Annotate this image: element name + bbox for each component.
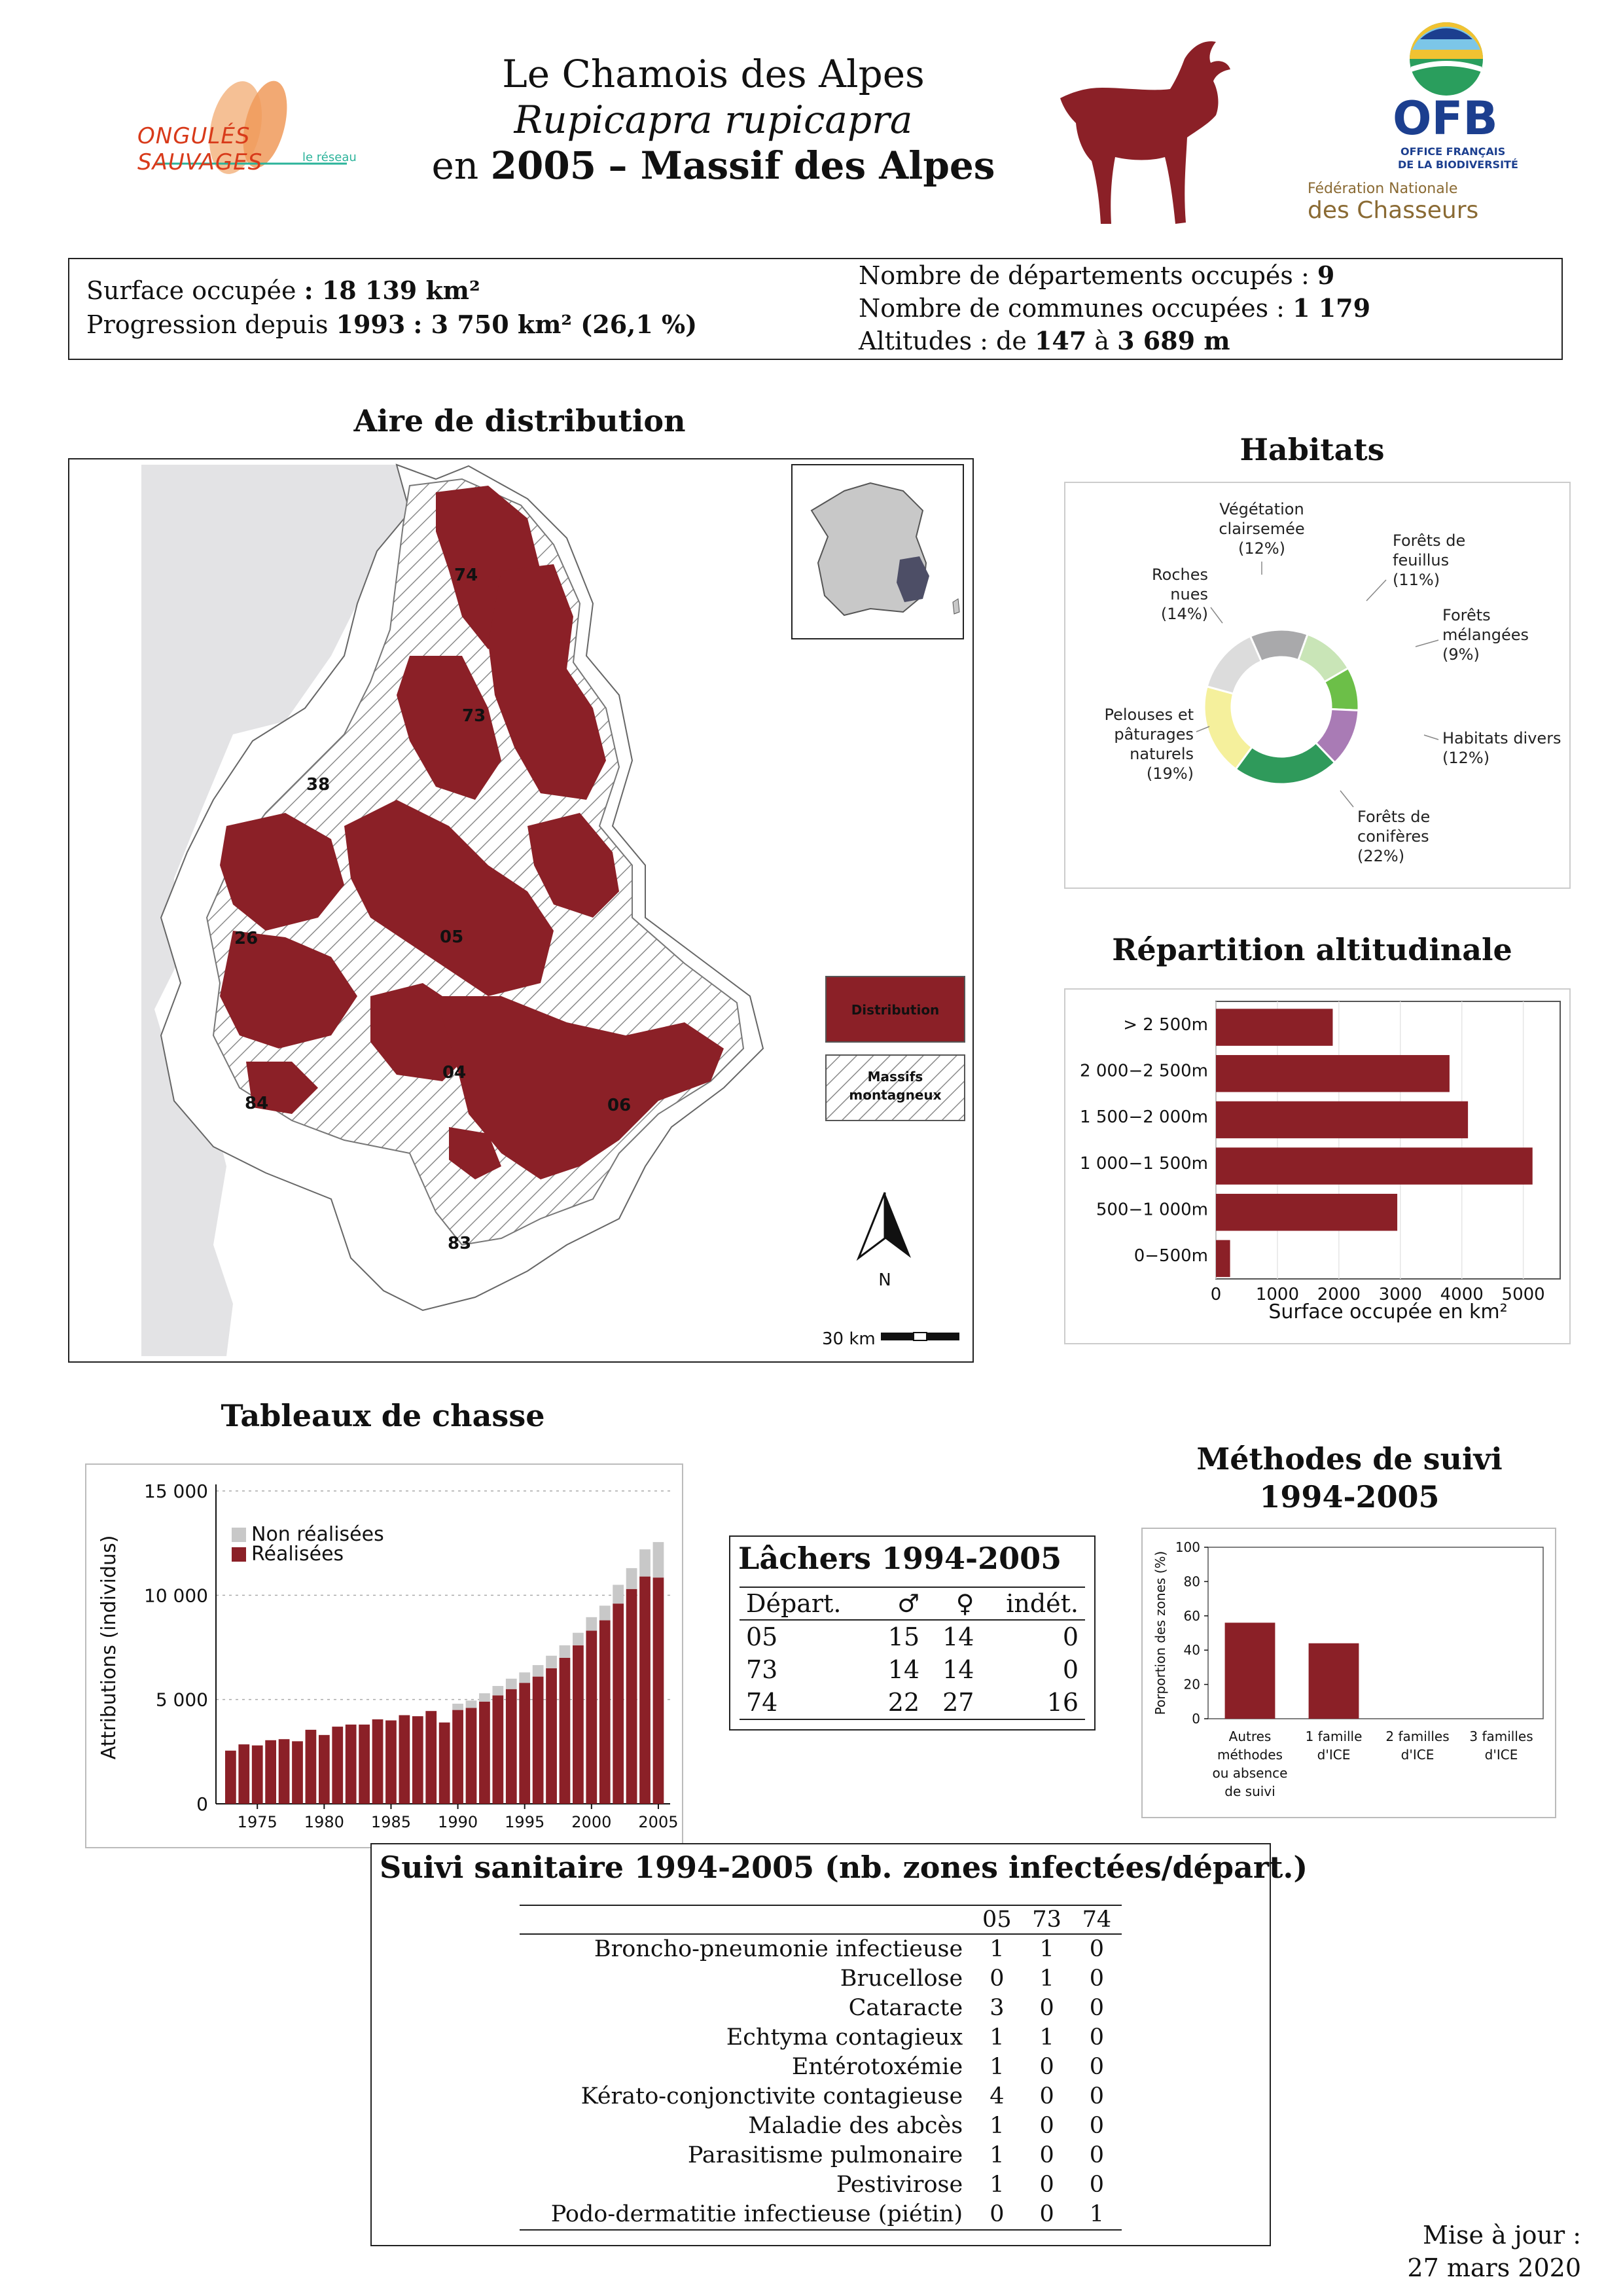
map-legend [826, 977, 965, 1121]
chasse-bar-non-realisees [452, 1704, 463, 1710]
chasse-ytick-label: 15 000 [144, 1480, 208, 1502]
sanitaire-cell: Parasitisme pulmonaire [687, 2142, 963, 2168]
chasse-xtick-label: 2000 [571, 1813, 612, 1831]
stats-left [86, 274, 697, 342]
logo-left-subtext: le réseau [302, 151, 357, 164]
chasse-bar-realisees [306, 1730, 317, 1804]
legend-massifs-label-1: Massifs [867, 1069, 923, 1085]
dept-label-06: 06 [607, 1096, 632, 1115]
chasse-bar-realisees [225, 1751, 236, 1804]
habitat-label-veg: Végétation [1219, 500, 1304, 518]
altitude-category-label: 500−1 000m [1096, 1200, 1208, 1220]
map-svg [69, 459, 972, 1361]
habitat-label-veg: (12%) [1238, 539, 1286, 558]
sanitaire-cell: Echtyma contagieux [726, 2024, 963, 2051]
methodes-category-label: d'ICE [1400, 1747, 1435, 1763]
lachers-cell: 73 [746, 1655, 778, 1684]
sanitaire-cell: 1 [990, 2054, 1005, 2080]
altitude-bar-chart [1065, 990, 1569, 1343]
sanitaire-row [520, 1964, 1122, 1994]
chasse-bar-realisees [599, 1621, 611, 1804]
chasse-xtick-label: 1995 [505, 1813, 545, 1831]
sanitaire-cell: 0 [1089, 2024, 1104, 2051]
chasse-bar-realisees [626, 1589, 637, 1804]
habitats-title: Habitats [1240, 432, 1385, 467]
habitats-panel [1064, 482, 1571, 889]
title-line-3 [340, 143, 1086, 188]
altitude-panel [1064, 988, 1571, 1344]
logo-fnc [1308, 181, 1543, 226]
update-date: 27 mars 2020 [1407, 2253, 1581, 2282]
chasse-bar-realisees [613, 1604, 624, 1804]
methodes-bar [1309, 1643, 1359, 1719]
lachers-cell: 0 [1062, 1655, 1079, 1684]
chasse-bar-non-realisees [506, 1679, 517, 1689]
distribution-map [68, 458, 974, 1363]
dept-label-73: 73 [462, 706, 486, 726]
sanitaire-cell: 1 [990, 2024, 1005, 2051]
methodes-category-label: de suivi [1224, 1784, 1275, 1799]
habitat-label-melangees: (9%) [1442, 645, 1480, 664]
lachers-title: Lâchers 1994-2005 [738, 1541, 1062, 1576]
altitude-bar [1216, 1102, 1468, 1139]
sanitaire-cell: Cataracte [848, 1995, 963, 2021]
lachers-cell: 14 [887, 1655, 920, 1684]
habitat-label-roches: (14%) [1160, 605, 1208, 623]
altitude-xtick-label: 1000 [1255, 1285, 1300, 1304]
methodes-category-label: 3 familles [1469, 1729, 1533, 1744]
methodes-ytick-label: 40 [1183, 1642, 1200, 1659]
lachers-cell: 15 [887, 1623, 920, 1651]
habitat-label-roches: nues [1170, 585, 1208, 603]
legend-massifs-label-2: montagneux [849, 1087, 942, 1103]
dept-label-84: 84 [245, 1094, 269, 1113]
donut-slice-5 [1204, 687, 1252, 769]
methodes-category-label: d'ICE [1484, 1747, 1518, 1763]
altitude-category-label: 1 000−1 500m [1080, 1153, 1208, 1174]
sanitaire-cell: 1 [1072, 2200, 1122, 2230]
fnc-line-1: Fédération Nationale [1308, 181, 1458, 197]
sanitaire-cell: 1 [1039, 1965, 1054, 1992]
habitat-label-coniferes: Forêts de [1357, 808, 1431, 826]
chasse-bar-realisees [639, 1577, 651, 1804]
chasse-ytick-label: 0 [196, 1793, 208, 1815]
chasse-xtick-label: 2005 [638, 1813, 679, 1831]
chasse-bar-non-realisees [573, 1633, 584, 1645]
chasse-bar-non-realisees [599, 1605, 611, 1620]
logo-ongules-sauvages [131, 72, 373, 183]
sanitaire-header-row [520, 1905, 1122, 1934]
dept-label-74: 74 [454, 565, 478, 585]
chasse-bar-non-realisees [560, 1645, 571, 1658]
methodes-ytick-label: 0 [1192, 1711, 1200, 1727]
lachers-cell: 74 [740, 1686, 872, 1719]
sanitaire-cell: 1 [990, 2113, 1005, 2139]
lachers-header-cell: indét. [980, 1587, 1085, 1620]
chasse-xtick-label: 1990 [438, 1813, 478, 1831]
chasse-bar-realisees [439, 1723, 450, 1804]
chasse-bar-non-realisees [533, 1665, 544, 1677]
dept-label-26: 26 [234, 929, 259, 948]
altitude-xtick-label: 5000 [1501, 1285, 1545, 1304]
dept-label-04: 04 [442, 1063, 467, 1083]
altitudes-label: Altitudes : de [859, 327, 1027, 355]
chasse-bar-realisees [332, 1727, 343, 1804]
methodes-bar-chart [1143, 1529, 1555, 1817]
chasse-bar-realisees [346, 1725, 357, 1804]
lachers-cell: 05 [746, 1623, 778, 1651]
chasse-bar-non-realisees [466, 1700, 477, 1708]
habitats-donut-chart [1065, 483, 1569, 888]
donut-slice-6 [1207, 636, 1261, 694]
sanitaire-cell: 0 [1089, 2113, 1104, 2139]
sanitaire-header-cell: 74 [1072, 1905, 1122, 1934]
sanitaire-row [520, 2170, 1122, 2200]
altitude-category-label: 1 500−2 000m [1080, 1107, 1208, 1128]
habitat-label-divers: Habitats divers [1442, 729, 1561, 747]
sanitaire-cell: Brucellose [840, 1965, 963, 1992]
lachers-row [740, 1653, 1085, 1686]
altitude-xtick-label: 3000 [1378, 1285, 1422, 1304]
north-label: N [878, 1270, 891, 1290]
depts-value: 9 [1317, 260, 1335, 290]
sanitaire-row [520, 2200, 1122, 2230]
sanitaire-cell: 0 [1039, 2054, 1054, 2080]
chasse-yaxis-title: Attributions (individus) [98, 1535, 120, 1760]
sanitaire-row [520, 2111, 1122, 2141]
sanitaire-cell: Broncho-pneumonie infectieuse [594, 1936, 963, 1962]
dept-label-38: 38 [306, 775, 330, 795]
lachers-cell: 14 [942, 1655, 974, 1684]
chasse-bar-non-realisees [479, 1693, 490, 1702]
chasse-bar-realisees [466, 1708, 477, 1804]
sanitaire-cell: Maladie des abcès [748, 2113, 963, 2139]
chasse-bar-realisees [452, 1710, 463, 1804]
title-line-2: Rupicapra rupicapra [514, 98, 913, 142]
methodes-category-label: d'ICE [1317, 1747, 1351, 1763]
habitat-label-coniferes: (22%) [1357, 847, 1405, 865]
lachers-header-cell: ♂ [872, 1587, 926, 1620]
habitat-label-melangees: mélangées [1442, 626, 1529, 644]
altitude-bar [1216, 1009, 1332, 1046]
sanitaire-row [520, 1994, 1122, 2023]
methodes-title [1141, 1440, 1558, 1516]
logo-left-text: ONGULÉS SAUVAGES [137, 123, 263, 175]
chasse-bar-realisees [319, 1735, 330, 1804]
sanitaire-cell: 0 [972, 2200, 1022, 2230]
sanitaire-cell: 0 [1089, 2054, 1104, 2080]
ofb-subtitle-1: OFFICE FRANÇAIS [1400, 145, 1506, 158]
chasse-ytick-label: 5 000 [155, 1689, 208, 1711]
legend-distribution-label: Distribution [851, 1002, 940, 1018]
logo-ofb [1361, 20, 1531, 183]
chasse-bar-realisees [653, 1577, 664, 1804]
habitat-label-coniferes: conifères [1357, 827, 1429, 846]
chasse-bar-non-realisees [626, 1568, 637, 1589]
chasse-bar-realisees [265, 1740, 276, 1804]
methodes-ytick-label: 80 [1183, 1573, 1200, 1590]
altitude-category-label: > 2 500m [1123, 1014, 1208, 1035]
altitude-bar [1216, 1240, 1230, 1278]
chasse-bar-realisees [399, 1715, 410, 1804]
chasse-bar-non-realisees [492, 1686, 503, 1695]
title-year: 2005 [490, 143, 597, 188]
habitat-label-pelouses: (19%) [1146, 764, 1194, 783]
altitude-bar [1216, 1055, 1450, 1092]
methodes-ytick-label: 60 [1183, 1607, 1200, 1624]
sanitaire-cell: Entérotoxémie [791, 2054, 963, 2080]
sanitaire-cell: 0 [1022, 2200, 1071, 2230]
chasse-bar-realisees [492, 1695, 503, 1804]
lachers-row [740, 1620, 1085, 1653]
lachers-cell: 0 [1062, 1623, 1079, 1651]
chasse-bar-realisees [412, 1716, 423, 1804]
chasse-bar-realisees [359, 1725, 370, 1804]
sanitaire-cell: 3 [990, 1995, 1005, 2021]
sanitaire-cell: 0 [1039, 2113, 1054, 2139]
chasse-panel [85, 1463, 683, 1848]
habitat-label-veg: clairsemée [1219, 520, 1305, 538]
chasse-bar-chart [86, 1465, 682, 1847]
sanitaire-row [520, 1934, 1122, 1964]
altitude-bar [1216, 1147, 1533, 1185]
sanitaire-cell: Kérato-conjonctivite contagieuse [580, 2083, 963, 2109]
chasse-legend-label: Non réalisées [251, 1523, 384, 1546]
depts-label: Nombre de départements occupés : [859, 261, 1310, 290]
habitat-label-feuillus: (11%) [1393, 571, 1440, 589]
chasse-legend-swatch [232, 1547, 246, 1562]
chasse-bar-non-realisees [586, 1617, 597, 1631]
chasse-bar-realisees [479, 1702, 490, 1804]
chasse-bar-realisees [385, 1721, 397, 1804]
altitude-bar [1216, 1194, 1397, 1231]
altitude-xaxis-title: Surface occupée en km² [1268, 1300, 1508, 1323]
chasse-bar-realisees [546, 1668, 557, 1804]
sanitaire-cell: 0 [990, 1965, 1005, 1992]
dept-label-83: 83 [448, 1234, 472, 1253]
communes-value: 1 179 [1293, 293, 1371, 323]
france-inset [792, 465, 963, 639]
methodes-panel [1141, 1528, 1556, 1818]
chasse-bar-realisees [252, 1746, 263, 1804]
methodes-category-label: Autres [1228, 1729, 1272, 1744]
sanitaire-cell: 0 [1089, 2172, 1104, 2198]
altitude-xtick-label: 0 [1210, 1285, 1222, 1304]
habitat-label-pelouses: Pelouses et [1104, 706, 1194, 724]
altitude-category-label: 2 000−2 500m [1080, 1061, 1208, 1081]
methodes-ytick-label: 20 [1183, 1676, 1200, 1693]
chasse-bar-non-realisees [639, 1549, 651, 1576]
chasse-ytick-label: 10 000 [144, 1585, 208, 1607]
lachers-header-cell: Départ. [740, 1587, 872, 1620]
ofb-globe-icon [1400, 20, 1492, 98]
sanitaire-cell: 1 [990, 1936, 1005, 1962]
chasse-title: Tableaux de chasse [221, 1398, 545, 1433]
sanitaire-header-cell: 05 [972, 1905, 1022, 1934]
sanitaire-cell: 1 [1039, 1936, 1054, 1962]
altitude-title: Répartition altitudinale [1112, 932, 1512, 967]
stats-right [859, 259, 1370, 357]
chasse-bar-non-realisees [519, 1672, 530, 1683]
chasse-bar-realisees [519, 1683, 530, 1804]
lachers-table [740, 1587, 1085, 1720]
chasse-bar-realisees [238, 1744, 249, 1804]
sanitaire-cell: Pestivirose [836, 2172, 963, 2198]
habitat-label-pelouses: naturels [1130, 745, 1194, 763]
sanitaire-cell: 4 [990, 2083, 1005, 2109]
chamois-silhouette-icon [1047, 33, 1263, 229]
alt-max: 3 689 m [1117, 326, 1230, 355]
scale-label: 30 km [822, 1329, 876, 1349]
chasse-bar-realisees [506, 1689, 517, 1804]
sanitaire-cell: 0 [1089, 1995, 1104, 2021]
update-label: Mise à jour : [1422, 2221, 1581, 2250]
habitat-label-divers: (12%) [1442, 749, 1490, 767]
lachers-row [740, 1686, 1085, 1719]
chasse-bar-realisees [533, 1677, 544, 1804]
scale-bar [822, 1329, 959, 1349]
fnc-line-2: des Chasseurs [1308, 197, 1479, 224]
methodes-category-label: 1 famille [1305, 1729, 1363, 1744]
methodes-bar [1225, 1623, 1275, 1719]
sanitaire-row [520, 2082, 1122, 2111]
north-arrow-icon [859, 1193, 911, 1290]
methodes-title-1: Méthodes de suivi [1196, 1441, 1503, 1477]
sanitaire-cell: 0 [1039, 2142, 1054, 2168]
chasse-bar-realisees [292, 1741, 303, 1804]
alt-min: 147 [1034, 326, 1087, 355]
sanitaire-cell: 1 [990, 2172, 1005, 2198]
chasse-bar-non-realisees [653, 1542, 664, 1577]
sanitaire-cell: 1 [990, 2142, 1005, 2168]
chasse-bar-realisees [560, 1658, 571, 1804]
lachers-header-cell: ♀ [926, 1587, 980, 1620]
sanitaire-cell: Podo-dermatitie infectieuse (piétin) [520, 2200, 972, 2230]
ofb-subtitle-2: DE LA BIODIVERSITÉ [1398, 158, 1518, 171]
dept-label-05: 05 [440, 927, 464, 947]
chasse-bar-non-realisees [613, 1585, 624, 1604]
map-title: Aire de distribution [353, 403, 686, 439]
sanitaire-cell: 0 [1039, 2172, 1054, 2198]
altitude-xtick-label: 2000 [1317, 1285, 1361, 1304]
habitat-label-pelouses: pâturages [1114, 725, 1194, 744]
progression-value: : 3 750 km² (26,1 %) [413, 310, 698, 339]
lachers-cell: 16 [980, 1686, 1085, 1719]
lachers-header-row [740, 1587, 1085, 1620]
methodes-ytick-label: 100 [1175, 1539, 1200, 1555]
chasse-bar-realisees [372, 1719, 383, 1804]
sanitaire-cell: 0 [1039, 1995, 1054, 2021]
sanitaire-cell: 0 [1089, 2142, 1104, 2168]
lachers-cell: 22 [872, 1686, 926, 1719]
habitat-label-melangees: Forêts [1442, 606, 1491, 624]
surface-label: Surface occupée [86, 276, 296, 305]
sanitaire-cell: 0 [1039, 2083, 1054, 2109]
chasse-bar-non-realisees [546, 1656, 557, 1668]
methodes-category-label: ou absence [1212, 1765, 1288, 1781]
habitat-label-feuillus: Forêts de [1393, 531, 1466, 550]
altitude-category-label: 0−500m [1133, 1246, 1208, 1266]
chasse-xtick-label: 1980 [304, 1813, 344, 1831]
habitat-label-roches: Roches [1152, 565, 1208, 584]
page-title [340, 51, 1086, 188]
alt-sep: à [1094, 327, 1110, 355]
ofb-title: OFB [1393, 92, 1498, 145]
sanitaire-table [520, 1905, 1122, 2231]
sanitaire-cell: 0 [1089, 1936, 1104, 1962]
progression-label: Progression depuis [86, 310, 329, 339]
chasse-bar-realisees [573, 1645, 584, 1804]
methodes-title-2: 1994-2005 [1259, 1479, 1440, 1515]
chasse-xtick-label: 1985 [370, 1813, 412, 1831]
sanitaire-cell: 0 [1089, 1965, 1104, 1992]
methodes-category-label: méthodes [1217, 1747, 1283, 1763]
chasse-legend-swatch [232, 1528, 246, 1542]
title-post: – Massif des Alpes [608, 143, 995, 188]
sanitaire-row [520, 2141, 1122, 2170]
sanitaire-row [520, 2023, 1122, 2053]
lachers-cell: 14 [942, 1623, 974, 1651]
methodes-yaxis-title: Porportion des zones (%) [1152, 1551, 1168, 1715]
methodes-category-label: 2 familles [1385, 1729, 1450, 1744]
chasse-bar-realisees [425, 1711, 437, 1804]
surface-value: : 18 139 km² [304, 276, 480, 305]
sanitaire-header-cell: 73 [1022, 1905, 1071, 1934]
lachers-cell: 27 [926, 1686, 980, 1719]
sanitaire-cell: 1 [1039, 2024, 1054, 2051]
chasse-bar-realisees [279, 1739, 290, 1804]
stats-box [68, 258, 1563, 360]
sanitaire-header-cell [520, 1905, 972, 1934]
sanitaire-cell: 0 [1089, 2083, 1104, 2109]
progression-year: 1993 [336, 310, 406, 339]
title-pre: en [431, 143, 479, 188]
sanitaire-row [520, 2053, 1122, 2082]
altitude-xtick-label: 4000 [1440, 1285, 1484, 1304]
lachers-box [729, 1535, 1096, 1731]
chasse-legend-label: Réalisées [251, 1543, 344, 1566]
chasse-bar-realisees [586, 1631, 597, 1804]
habitat-label-feuillus: feuillus [1393, 551, 1450, 569]
sanitaire-title: Suivi sanitaire 1994-2005 (nb. zones infectées/départ.) [380, 1850, 1308, 1885]
title-line-1: Le Chamois des Alpes [502, 52, 925, 96]
communes-label: Nombre de communes occupées : [859, 294, 1285, 323]
chasse-xtick-label: 1975 [237, 1813, 277, 1831]
sanitaire-box [370, 1843, 1308, 2246]
update-note [1400, 2219, 1581, 2284]
